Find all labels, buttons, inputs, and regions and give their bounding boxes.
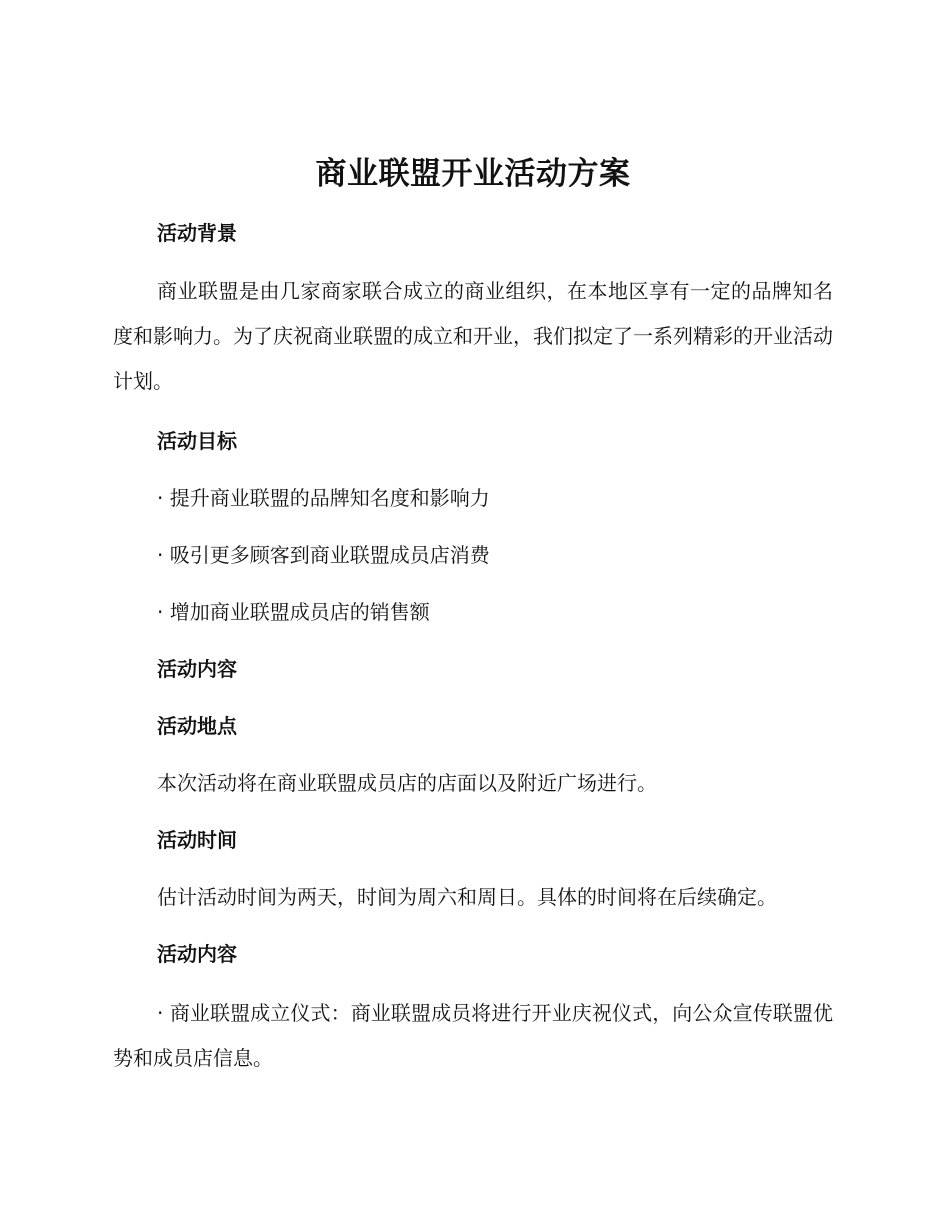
background-paragraph: 商业联盟是由几家商家联合成立的商业组织，在本地区享有一定的品牌知名度和影响力。为了庆祝商业联盟的成立和开业，我们拟定了一系列精彩的开业活动计划。 (113, 279, 833, 393)
section-heading-content-2: 活动内容 (157, 942, 237, 966)
section-heading-goals: 活动目标 (157, 429, 237, 453)
goal-item: · 吸引更多顾客到商业联盟成员店消费 (157, 543, 490, 567)
location-paragraph: 本次活动将在商业联盟成员店的店面以及附近广场进行。 (157, 771, 657, 795)
document-body (113, 146, 833, 1081)
page-title: 商业联盟开业活动方案 (315, 156, 631, 192)
section-heading-time: 活动时间 (157, 828, 237, 852)
section-heading-content: 活动内容 (157, 657, 237, 681)
ceremony-paragraph: · 商业联盟成立仪式：商业联盟成员将进行开业庆祝仪式，向公众宣传联盟优势和成员店信息。 (113, 1001, 833, 1070)
goal-item: · 提升商业联盟的品牌知名度和影响力 (157, 486, 490, 510)
time-paragraph: 估计活动时间为两天，时间为周六和周日。具体的时间将在后续确定。 (157, 885, 777, 909)
goal-item: · 增加商业联盟成员店的销售额 (157, 600, 430, 624)
section-heading-background: 活动背景 (157, 221, 237, 245)
section-heading-location: 活动地点 (157, 714, 237, 738)
